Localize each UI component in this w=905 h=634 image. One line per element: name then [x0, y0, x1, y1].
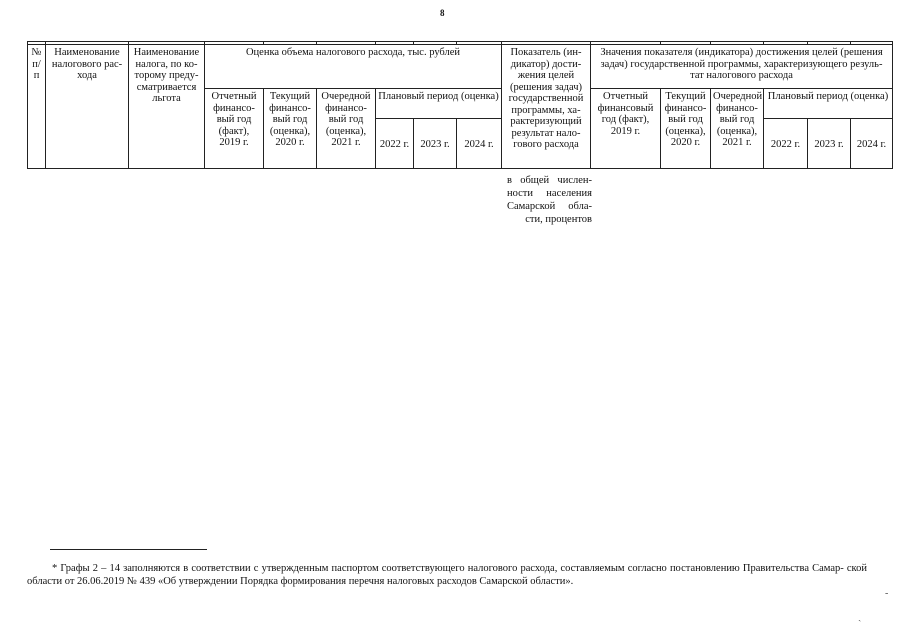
header-estimate-group: Оценка объема налогового расхода, тыс. рублей [205, 45, 502, 89]
header-year-2022: 2022 г. [376, 119, 414, 169]
header-values-year-2022: 2022 г. [764, 119, 808, 169]
header-indicator: Показатель (ин- дикатор) дости- жения целей (решения задач) государственной программы, ха- рактеризующий результат нало- гового расхода [502, 45, 591, 169]
footnote-separator [50, 549, 207, 550]
scan-mark: - [885, 588, 889, 599]
header-values-plan: Плановый период (оценка) [764, 89, 893, 119]
header-values-year-2023: 2023 г. [808, 119, 851, 169]
tax-expense-table [27, 41, 893, 169]
header-estimate-current: Текущий финансо- вый год (оценка), 2020 г. [264, 89, 317, 169]
footnote: * Графы 2 – 14 заполняются в соответствии с утвержденным паспортом соответствующего налогового расхода, составляемым согласно постановлению Правительства Самар- ской области от 26.06.2019 № 439 «Об утверждении Порядка формирования перечня налоговых расходов Самарской области». [27, 563, 867, 587]
header-values-reporting: Отчетный финансовый год (факт), 2019 г. [591, 89, 661, 169]
header-estimate-next: Очередной финансо- вый год (оценка), 2021 г. [317, 89, 376, 169]
header-values-current: Текущий финансо- вый год (оценка), 2020 г. [661, 89, 711, 169]
header-values-next: Очередной финансо- вый год (оценка), 2021 г. [711, 89, 764, 169]
header-tax-expense-name: Наименование налогового рас- хода [46, 45, 129, 169]
header-year-2023: 2023 г. [414, 119, 457, 169]
header-estimate-plan: Плановый период (оценка) [376, 89, 502, 119]
header-estimate-reporting: Отчетный финансо- вый год (факт), 2019 г. [205, 89, 264, 169]
indicator-continuation-text: в общей числен- ности населения Самарской обла- сти, процентов [507, 175, 592, 225]
header-num: № п/п [28, 45, 46, 169]
header-tax-name: Наименование налога, по ко- торому преду- сматривается льгота [129, 45, 205, 169]
header-values-group: Значения показателя (индикатора) достижения целей (решения задач) государственной программы, характеризующего резуль- тат налогового расхода [591, 45, 893, 89]
page-number: 8 [440, 8, 445, 18]
scan-mark: ˏ [858, 611, 862, 622]
header-year-2024: 2024 г. [457, 119, 502, 169]
header-values-year-2024: 2024 г. [851, 119, 893, 169]
